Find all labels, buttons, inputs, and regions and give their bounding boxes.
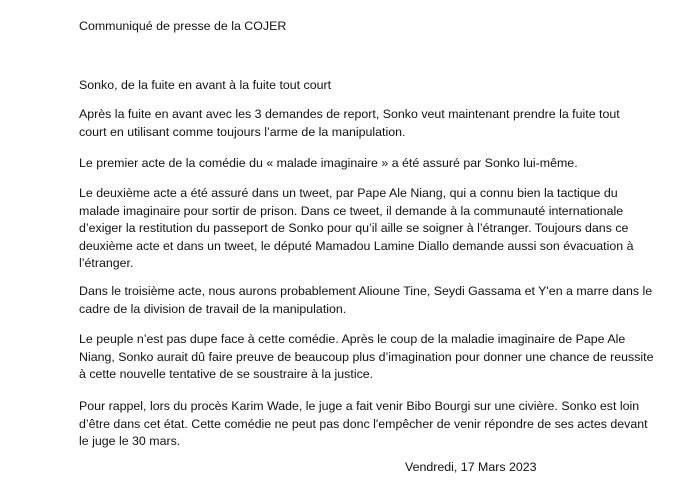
paragraph-line: Pour rappel, lors du procès Karim Wade, le juge a fait venir Bibo Bourgi sur une civière. Sonko est loin [79, 399, 640, 413]
paragraph-line: à cette nouvelle tentative de se soustraire à la justice. [79, 367, 374, 382]
document-title: Sonko, de la fuite en avant à la fuite tout court [79, 78, 332, 92]
paragraph-line: l’étranger. [79, 256, 134, 271]
press-release-header: Communiqué de presse de la COJER [79, 19, 287, 33]
paragraph-line: Le premier acte de la comédie du « malade imaginaire » a été assuré par Sonko lui-même. [79, 156, 578, 170]
paragraph-line: le juge le 30 mars. [79, 434, 181, 449]
paragraph [79, 185, 639, 273]
paragraph-line: deuxième acte et dans un tweet, le député Mamadou Lamine Diallo demande aussi son évacuation à [79, 238, 634, 253]
paragraph [79, 331, 654, 384]
paragraph [79, 155, 639, 173]
paragraph-line: Dans le troisième acte, nous aurons probablement Alioune Tine, Seydi Gassama et Y'en a marre dans le [79, 284, 653, 298]
paragraph-line: d’exiger la restitution du passeport de Sonko pour qu’il aille se soigner à l’étranger. Toujours dans ce [79, 221, 629, 236]
document-date: Vendredi, 17 Mars 2023 [405, 460, 537, 474]
paragraph-line: Niang, Sonko aurait dû faire preuve de beaucoup plus d’imagination pour donner une chance de reussite [79, 349, 654, 364]
paragraph-line: court en utilisant comme toujours l’arme de la manipulation. [79, 124, 406, 139]
paragraph-line: cadre de la division de travail de la manipulation. [79, 301, 347, 316]
paragraph-line: malade imaginaire pour sortir de prison. Dans ce tweet, il demande à la communauté internationale [79, 203, 624, 218]
paragraph-line: d’être dans cet état. Cette comédie ne peut pas donc l'empêcher de venir répondre de ses actes devant [79, 416, 648, 431]
paragraph [79, 283, 653, 318]
paragraph [79, 398, 648, 451]
paragraph-line: Le peuple n’est pas dupe face à cette comédie. Après le coup de la maladie imaginaire de Pape Ale [79, 332, 626, 346]
paragraph-line: Le deuxième acte a été assuré dans un tweet, par Pape Ale Niang, qui a connu bien la tactique du [79, 186, 618, 200]
paragraph [79, 106, 639, 141]
paragraph-line: Après la fuite en avant avec les 3 demandes de report, Sonko veut maintenant prendre la fuite tout [79, 107, 620, 121]
